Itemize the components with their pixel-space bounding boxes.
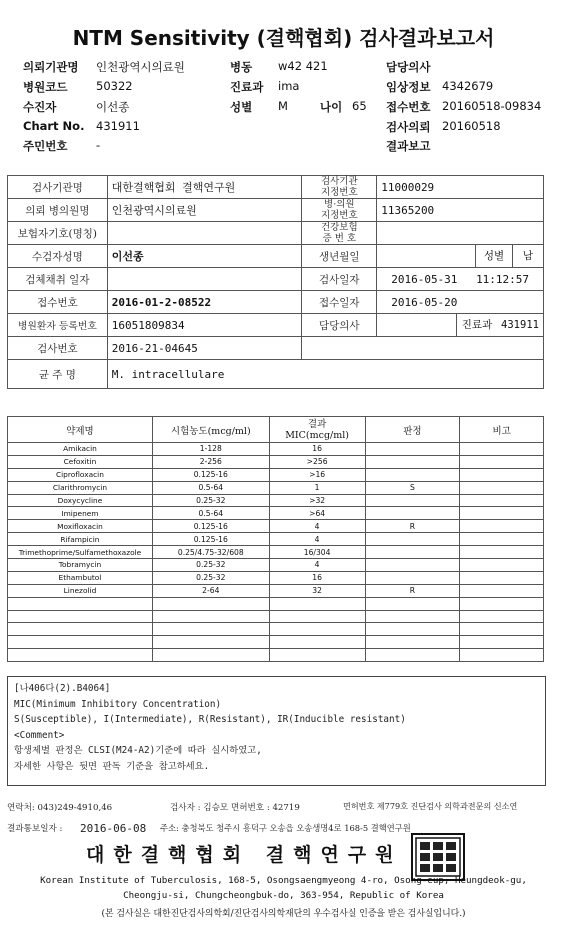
interpretation <box>365 443 460 456</box>
drug-name: Linezolid <box>8 584 153 597</box>
doctor-label: 담당의사 <box>302 314 377 337</box>
inst-value: 대한결핵협회 결핵연구원 <box>107 176 302 199</box>
official-seal <box>411 833 465 881</box>
interpretation <box>365 533 460 546</box>
mic-result: 32 <box>269 584 365 597</box>
table-row <box>8 455 544 468</box>
empty-cell <box>365 649 460 662</box>
note-line: [나406다(2).B4064] <box>14 683 111 694</box>
inst-code-label: 검사기관 지정번호 <box>302 176 377 199</box>
drug-name: Rifampicin <box>8 533 153 546</box>
interpretation: R <box>365 584 460 597</box>
health-no-label: 건강보험 증 번 호 <box>302 222 377 245</box>
empty-cell <box>460 649 544 662</box>
dob-sex-cell <box>377 245 544 268</box>
reg-value: 16051809834 <box>107 314 302 337</box>
testno-label: 검사번호 <box>8 337 108 360</box>
organization-name: 대한결핵협회 결핵연구원 <box>86 844 403 866</box>
test-date-label: 검사일자 <box>302 268 377 291</box>
header-label-ward: 병동 <box>230 60 253 74</box>
mic-result: 16 <box>269 571 365 584</box>
insurer-value <box>107 222 302 245</box>
empty-cell <box>8 623 153 636</box>
empty-row <box>8 623 544 636</box>
drug-name: Imipenem <box>8 507 153 520</box>
remark <box>460 520 544 533</box>
interpretation <box>365 571 460 584</box>
inst-code-value: 11000029 <box>377 176 544 199</box>
mic-result: >16 <box>269 468 365 481</box>
col-remark: 비고 <box>460 417 544 443</box>
header-value-hospital-code: 50322 <box>96 79 133 93</box>
dob-label: 생년월일 <box>302 245 377 268</box>
empty-cell <box>460 623 544 636</box>
header-value-request-date: 20160518 <box>442 119 501 133</box>
col-conc: 시험농도(mcg/ml) <box>152 417 269 443</box>
mic-result: >64 <box>269 507 365 520</box>
header-value-age: 65 <box>352 99 367 113</box>
hosp-code-value: 11365200 <box>377 199 544 222</box>
seal-graphic <box>413 835 463 879</box>
header-value-patient: 이선종 <box>96 100 130 114</box>
col-interp: 판정 <box>365 417 460 443</box>
sex-label: 성별 <box>475 245 512 267</box>
interpretation: R <box>365 520 460 533</box>
header-label-requester: 의뢰기관명 <box>23 60 79 74</box>
note-line: 자세한 사항은 뒷면 판독 기준을 참고하세요. <box>14 760 210 772</box>
organism-label: 균 주 명 <box>8 360 108 389</box>
table-row <box>8 507 544 520</box>
test-range: 2-256 <box>152 455 269 468</box>
empty-cell <box>365 597 460 610</box>
header-label-sex: 성별 <box>230 100 253 114</box>
test-range: 0.125-16 <box>152 520 269 533</box>
interpretation <box>365 546 460 559</box>
test-range: 0.25-32 <box>152 571 269 584</box>
note-line: MIC(Minimum Inhibitory Concentration) <box>14 698 222 710</box>
test-range: 0.125-16 <box>152 468 269 481</box>
hosp-code-label: 병·의원 지정번호 <box>302 199 377 222</box>
drug-name: Cefoxitin <box>8 455 153 468</box>
header-label-chart: Chart No. <box>23 119 85 133</box>
remark <box>460 443 544 456</box>
empty-cell <box>460 597 544 610</box>
col-result: 결과 MIC(mcg/ml) <box>269 417 365 443</box>
mic-result: 16 <box>269 443 365 456</box>
doctor-dept-cell <box>377 314 544 337</box>
header-label-report: 결과보고 <box>386 139 431 153</box>
remark <box>460 455 544 468</box>
note-line: S(Susceptible), I(Intermediate), R(Resistant), IR(Inducible resistant) <box>14 714 406 725</box>
table-row <box>8 559 544 572</box>
empty-cell <box>152 610 269 623</box>
remark <box>460 481 544 494</box>
hosp-value: 인천광역시의료원 <box>107 199 302 222</box>
empty-cell <box>152 649 269 662</box>
empty-cell <box>269 636 365 649</box>
sensitivity-table <box>7 416 544 662</box>
empty-cell <box>365 623 460 636</box>
empty-cell <box>8 649 153 662</box>
accession-value: 2016-01-2-08522 <box>107 291 302 314</box>
header-label-age: 나이 <box>320 100 343 114</box>
interpretation <box>365 494 460 507</box>
received-label: 접수일자 <box>302 291 377 314</box>
drug-name: Doxycycline <box>8 494 153 507</box>
table-row <box>8 571 544 584</box>
header-value-ward: w42 421 <box>278 59 328 73</box>
remark <box>460 494 544 507</box>
note-line: <Comment> <box>14 729 65 741</box>
header-label-resident-no: 주민번호 <box>23 139 68 153</box>
drug-name: Trimethoprime/Sulfamethoxazole <box>8 546 153 559</box>
examiner: 검사자 : 김승모 면허번호 : 42719 <box>170 803 300 813</box>
col-drug: 약제명 <box>8 417 153 443</box>
header-value-accession: 20160518-09834 <box>442 99 542 113</box>
remark <box>460 584 544 597</box>
test-date-cell <box>377 268 544 291</box>
header-label-request-date: 검사의뢰 <box>386 120 431 134</box>
remark <box>460 559 544 572</box>
insurer-label: 보험자기호(명칭) <box>8 222 108 245</box>
empty-cell <box>8 636 153 649</box>
certification: (본 검사실은 대한진단검사의학회/진단검사의학재단의 우수검사실 인증을 받은 검사실입니다.) <box>101 909 466 919</box>
remark <box>460 546 544 559</box>
drug-name: Moxifloxacin <box>8 520 153 533</box>
test-range: 0.5-64 <box>152 507 269 520</box>
interpretation <box>365 468 460 481</box>
header-label-clinical: 임상정보 <box>386 80 431 94</box>
report-date: 2016-06-08 <box>80 822 147 835</box>
empty-cell <box>269 623 365 636</box>
header-label-hospital-code: 병원코드 <box>23 80 68 94</box>
address-en-2: Cheongju-si, Chungcheongbuk-do, 363-954, Republic of Korea <box>123 890 444 901</box>
drug-name: Ciprofloxacin <box>8 468 153 481</box>
table-row <box>8 494 544 507</box>
mic-result: 16/304 <box>269 546 365 559</box>
table-row <box>8 546 544 559</box>
test-date-value: 2016-05-31 <box>391 272 458 286</box>
dept-label: 진료과 <box>456 314 497 336</box>
testno-value: 2016-21-04645 <box>107 337 302 360</box>
empty-row <box>8 649 544 662</box>
health-no-value <box>377 222 544 245</box>
header-label-accession: 접수번호 <box>386 100 431 114</box>
address-en-1: Korean Institute of Tuberculosis, 168-5, Osongsaengmyeong 4-ro, Osong-eup, Heungdeok-gu, <box>40 875 527 886</box>
header-label-doctor: 담당의사 <box>386 60 431 74</box>
empty-row <box>8 636 544 649</box>
empty-cell <box>152 597 269 610</box>
interpretation: S <box>365 481 460 494</box>
header-label-department: 진료과 <box>230 80 264 94</box>
organism-value: M. intracellulare <box>107 360 543 389</box>
drug-name: Tobramycin <box>8 559 153 572</box>
header-value-clinical: 4342679 <box>442 79 494 93</box>
blank-cell <box>302 337 544 360</box>
empty-row <box>8 610 544 623</box>
test-range: 0.125-16 <box>152 533 269 546</box>
reg-label: 병원환자 등록번호 <box>8 314 108 337</box>
test-time-value: 11:12:57 <box>476 272 530 286</box>
header-value-department: ima <box>278 79 300 93</box>
address-ko: 주소: 충청북도 청주시 흥덕구 오송읍 오송생명4로 168-5 결핵연구원 <box>160 823 411 833</box>
test-range: 1-128 <box>152 443 269 456</box>
table-row <box>8 520 544 533</box>
report-label: 결과통보일자 : <box>7 824 63 834</box>
empty-cell <box>152 623 269 636</box>
notes-box <box>7 676 546 786</box>
interpretation <box>365 455 460 468</box>
empty-cell <box>269 649 365 662</box>
empty-cell <box>8 597 153 610</box>
hosp-label: 의뢰 병의원명 <box>8 199 108 222</box>
header-value-chart: 431911 <box>96 119 140 133</box>
table-row <box>8 533 544 546</box>
test-range: 0.25-32 <box>152 494 269 507</box>
table-row <box>8 481 544 494</box>
header-value-resident-no: - <box>96 138 101 152</box>
sex-value: 남 <box>512 245 543 267</box>
collect-label: 검체채취 일자 <box>8 268 108 291</box>
page-title: NTM Sensitivity (결핵협회) 검사결과보고서 <box>72 26 495 50</box>
remark <box>460 533 544 546</box>
received-value: 2016-05-20 <box>377 291 544 314</box>
contact: 연락처: 043)249-4910,46 <box>7 803 113 813</box>
interpretation <box>365 559 460 572</box>
empty-cell <box>365 636 460 649</box>
inst-label: 검사기관명 <box>8 176 108 199</box>
remark <box>460 571 544 584</box>
license: 면허번호 제779호 진단검사 의학과전문의 신소연 <box>343 801 518 811</box>
header-value-requester: 인천광역시의료원 <box>96 60 185 74</box>
mic-result: >32 <box>269 494 365 507</box>
patient-label: 수검자성명 <box>8 245 108 268</box>
test-range: 2-64 <box>152 584 269 597</box>
header-value-sex: M <box>278 99 288 113</box>
mic-result: 1 <box>269 481 365 494</box>
remark <box>460 507 544 520</box>
header-label-patient: 수진자 <box>23 100 57 114</box>
dept-value: 431911 <box>501 319 539 331</box>
table-row <box>8 443 544 456</box>
note-line: 항생제별 판정은 CLSI(M24-A2)기준에 따라 실시하였고, <box>14 745 262 756</box>
empty-cell <box>152 636 269 649</box>
table-row <box>8 468 544 481</box>
table-row <box>8 584 544 597</box>
drug-name: Amikacin <box>8 443 153 456</box>
collect-value <box>107 268 302 291</box>
patient-value: 이선종 <box>107 245 302 268</box>
request-form-table <box>7 175 544 389</box>
interpretation <box>365 507 460 520</box>
accession-label: 접수번호 <box>8 291 108 314</box>
mic-result: 4 <box>269 559 365 572</box>
empty-cell <box>269 610 365 623</box>
empty-cell <box>365 610 460 623</box>
test-range: 0.25/4.75-32/608 <box>152 546 269 559</box>
mic-result: 4 <box>269 520 365 533</box>
empty-cell <box>8 610 153 623</box>
empty-row <box>8 597 544 610</box>
test-range: 0.25-32 <box>152 559 269 572</box>
drug-name: Ethambutol <box>8 571 153 584</box>
mic-result: 4 <box>269 533 365 546</box>
test-range: 0.5-64 <box>152 481 269 494</box>
empty-cell <box>269 597 365 610</box>
mic-result: >256 <box>269 455 365 468</box>
remark <box>460 468 544 481</box>
empty-cell <box>460 610 544 623</box>
empty-cell <box>460 636 544 649</box>
drug-name: Clarithromycin <box>8 481 153 494</box>
